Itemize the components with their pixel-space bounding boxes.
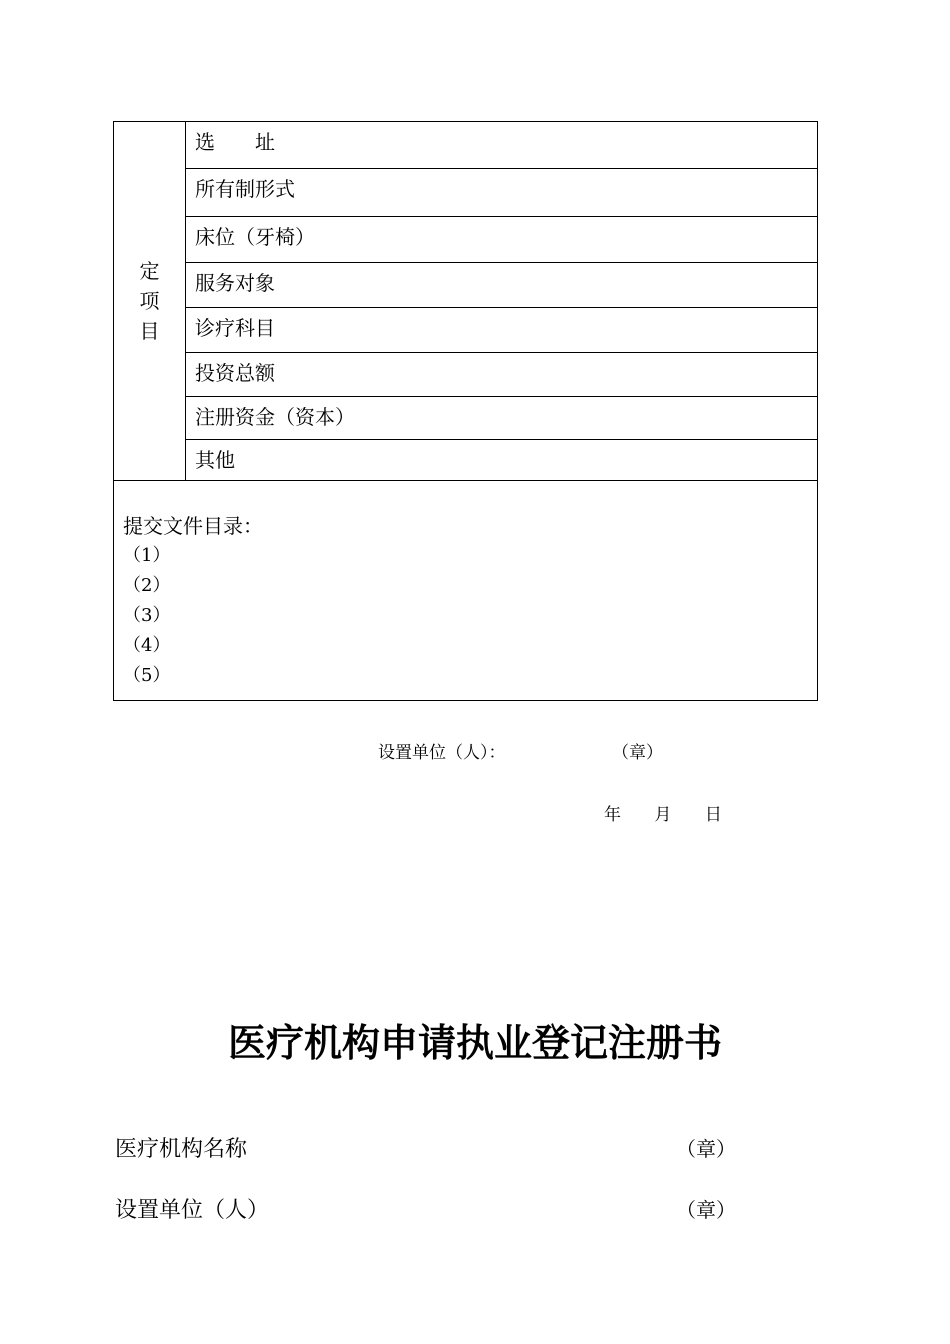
institution-name-seal: （章） xyxy=(676,1137,736,1161)
date-month: 月 xyxy=(654,805,672,825)
institution-name-label: 医疗机构名称 xyxy=(115,1137,248,1162)
files-item: （2） xyxy=(123,575,171,596)
date-line xyxy=(604,800,750,825)
item-ownership: 所有制形式 xyxy=(186,169,818,217)
item-service-targets: 服务对象 xyxy=(186,263,818,308)
files-title: 提交文件目录： xyxy=(123,514,263,538)
label-char: 项 xyxy=(139,289,160,313)
item-location: 选 址 xyxy=(186,122,818,169)
files-item: （5） xyxy=(123,665,171,686)
setting-unit-seal: （章） xyxy=(676,1198,736,1222)
files-item: （1） xyxy=(123,545,171,566)
date-day: 日 xyxy=(704,805,722,825)
document-title: 医疗机构申请执业登记注册书 xyxy=(227,1021,722,1065)
application-form-table xyxy=(113,121,818,701)
item-departments: 诊疗科目 xyxy=(186,308,818,353)
item-registered-capital: 注册资金（资本） xyxy=(186,397,818,440)
label-char: 定 xyxy=(139,259,160,283)
item-beds: 床位（牙椅） xyxy=(186,217,818,263)
item-other: 其他 xyxy=(186,440,818,481)
submitted-files-cell xyxy=(114,481,818,701)
fixed-items-label xyxy=(114,122,186,481)
files-item: （4） xyxy=(123,635,171,656)
files-item: （3） xyxy=(123,605,171,626)
setting-unit-signature-label: 设置单位（人）： xyxy=(378,743,506,763)
setting-unit-label: 设置单位（人） xyxy=(115,1198,270,1223)
item-investment: 投资总额 xyxy=(186,353,818,397)
signature-seal: （章） xyxy=(612,743,663,763)
date-year: 年 xyxy=(604,805,621,825)
label-char: 目 xyxy=(139,319,160,343)
